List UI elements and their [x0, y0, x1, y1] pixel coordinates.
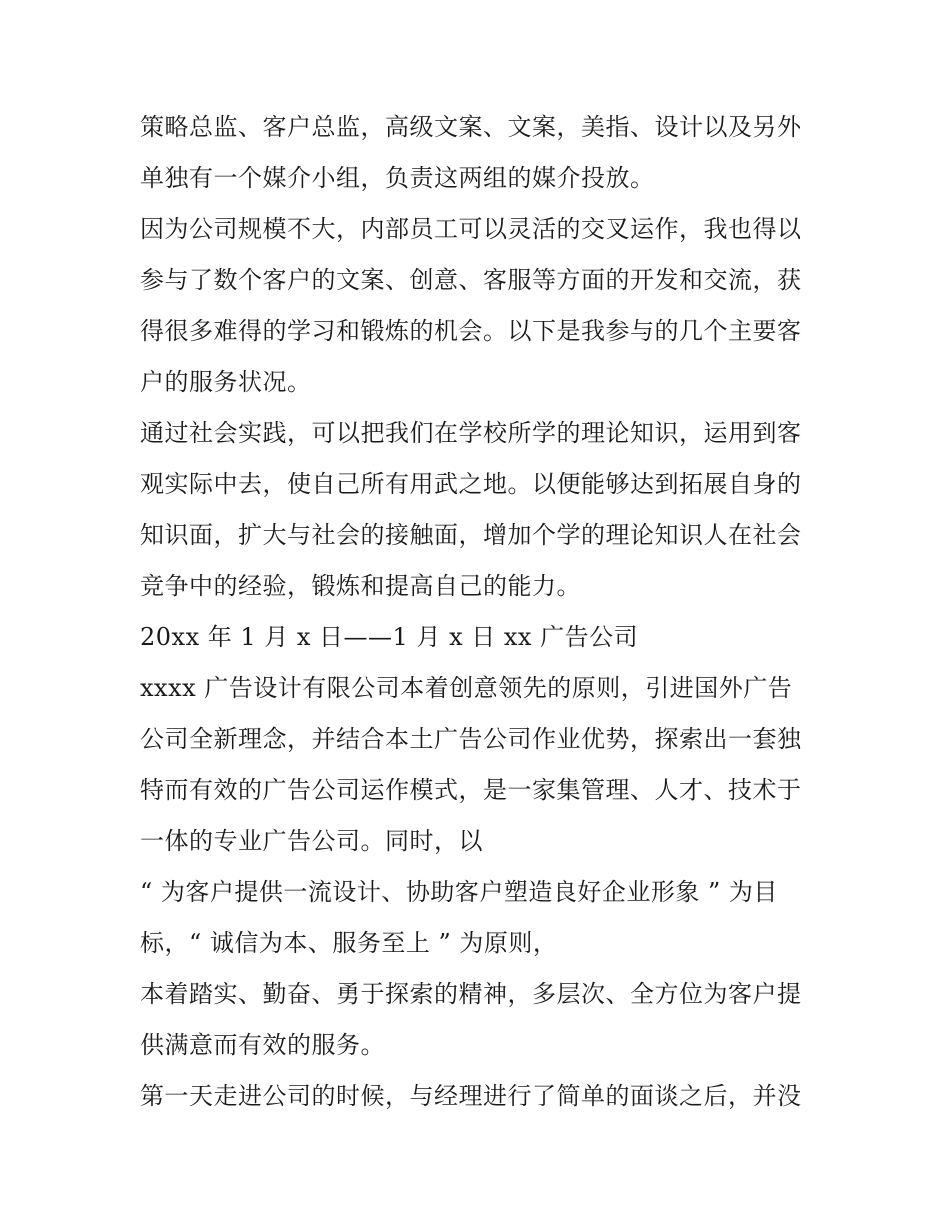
text-line: 一体的专业广告公司。同时，以: [140, 827, 483, 855]
text-line: 供满意而有效的服务。: [140, 1031, 385, 1059]
text-line: 知识面，扩大与社会的接触面，增加个学的理论知识人在社会: [140, 521, 802, 549]
text-line: 单独有一个媒介小组，负责这两组的媒介投放。: [140, 164, 655, 192]
text-line: 公司全新理念，并结合本土广告公司作业优势，探索出一套独: [140, 725, 802, 753]
text-line: 因为公司规模不大，内部员工可以灵活的交叉运作，我也得以: [140, 215, 802, 243]
text-line: 第一天走进公司的时候，与经理进行了简单的面谈之后，并没: [140, 1082, 802, 1110]
text-line: “ 为客户提供一流设计、协助客户塑造良好企业形象 ” 为目: [140, 878, 778, 906]
text-line: 得很多难得的学习和锻炼的机会。以下是我参与的几个主要客: [140, 317, 802, 345]
text-line: 标，“ 诚信为本、服务至上 ” 为原则，: [140, 929, 558, 957]
text-line: xxxx 广告设计有限公司本着创意领先的原则，引进国外广告: [140, 674, 793, 702]
text-line: 特而有效的广告公司运作模式，是一家集管理、人才、技术于: [140, 776, 802, 804]
text-line: 策略总监、客户总监，高级文案、文案，美指、设计以及另外: [140, 113, 802, 141]
text-line: 观实际中去，使自己所有用武之地。以便能够达到拓展自身的: [140, 470, 802, 498]
text-line: 参与了数个客户的文案、创意、客服等方面的开发和交流，获: [140, 266, 802, 294]
text-line: 户的服务状况。: [140, 368, 312, 396]
date-heading: 20xx 年 1 月 x 日——1 月 x 日 xx 广告公司: [140, 623, 639, 651]
document-body: [140, 102, 820, 1122]
text-line: 竞争中的经验，锻炼和提高自己的能力。: [140, 572, 581, 600]
text-line: 通过社会实践，可以把我们在学校所学的理论知识，运用到客: [140, 419, 802, 447]
text-line: 本着踏实、勤奋、勇于探索的精神，多层次、全方位为客户提: [140, 980, 802, 1008]
